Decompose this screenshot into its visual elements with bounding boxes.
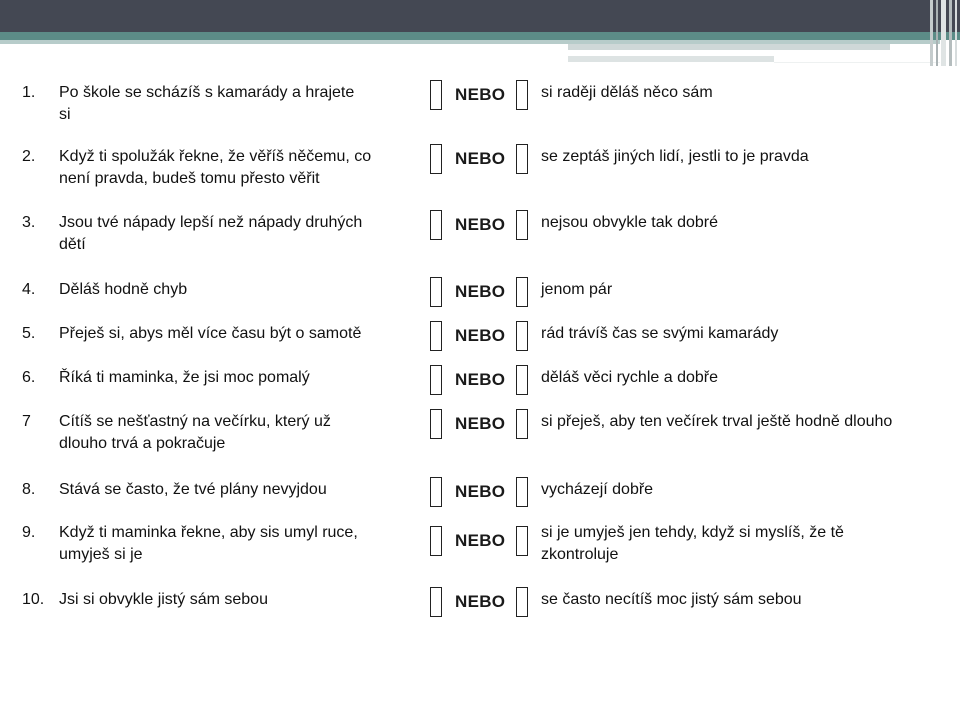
right-checkbox[interactable]	[516, 365, 528, 395]
nebo-label: NEBO	[455, 326, 506, 345]
question-right-option: si raději děláš něco sám	[541, 84, 713, 101]
question-left-option: Stává se často, že tvé plány nevyjdou	[59, 481, 327, 498]
question-number: 2.	[22, 148, 36, 165]
question-number: 7	[22, 413, 31, 430]
left-checkbox[interactable]	[430, 210, 442, 240]
question-left-option: Říká ti maminka, že jsi moc pomalý	[59, 369, 310, 386]
slide-header-line	[568, 44, 890, 50]
question-right-option: děláš věci rychle a dobře	[541, 369, 718, 386]
question-right-option: nejsou obvykle tak dobré	[541, 214, 718, 231]
question-left-option: Po škole se scházíš s kamarády a hrajete si	[59, 84, 355, 123]
right-checkbox[interactable]	[516, 321, 528, 351]
right-checkbox[interactable]	[516, 144, 528, 174]
right-checkbox[interactable]	[516, 526, 528, 556]
slide-header-bar	[0, 0, 960, 32]
nebo-label: NEBO	[455, 531, 506, 550]
question-right-option: jenom pár	[541, 281, 613, 298]
question-number: 10.	[22, 591, 45, 608]
slide-header-accent	[0, 32, 960, 40]
question-right-option: se často necítíš moc jistý sám sebou	[541, 591, 802, 608]
left-checkbox[interactable]	[430, 321, 442, 351]
question-left-option: Když ti spolužák řekne, že věříš něčemu, co není pravda, budeš tomu přesto věřit	[59, 148, 372, 187]
left-checkbox[interactable]	[430, 365, 442, 395]
slide-header-line	[568, 52, 888, 54]
question-left-option: Když ti maminka řekne, aby sis umyl ruce, umyješ si je	[59, 524, 358, 563]
nebo-label: NEBO	[455, 282, 506, 301]
nebo-label: NEBO	[455, 85, 506, 104]
nebo-label: NEBO	[455, 149, 506, 168]
question-right-option: se zeptáš jiných lidí, jestli to je pravda	[541, 148, 809, 165]
right-checkbox[interactable]	[516, 587, 528, 617]
left-checkbox[interactable]	[430, 277, 442, 307]
right-checkbox[interactable]	[516, 409, 528, 439]
question-number: 9.	[22, 524, 36, 541]
nebo-label: NEBO	[455, 592, 506, 611]
left-checkbox[interactable]	[430, 477, 442, 507]
right-checkbox[interactable]	[516, 277, 528, 307]
question-number: 1.	[22, 84, 36, 101]
right-checkbox[interactable]	[516, 477, 528, 507]
slide-header-line	[774, 62, 940, 63]
slide-corner-stripe	[936, 0, 938, 66]
left-checkbox[interactable]	[430, 80, 442, 110]
question-number: 6.	[22, 369, 36, 386]
question-number: 5.	[22, 325, 36, 342]
slide-header-line	[568, 56, 774, 62]
question-left-option: Jsou tvé nápady lepší než nápady druhých dětí	[59, 214, 363, 253]
question-left-option: Jsi si obvykle jistý sám sebou	[59, 591, 268, 608]
nebo-label: NEBO	[455, 215, 506, 234]
question-right-option: si je umyješ jen tehdy, když si myslíš, že tě zkontroluje	[541, 524, 844, 563]
question-left-option: Přeješ si, abys měl více času být o samotě	[59, 325, 362, 342]
question-right-option: rád trávíš čas se svými kamarády	[541, 325, 779, 342]
left-checkbox[interactable]	[430, 526, 442, 556]
question-left-option: Děláš hodně chyb	[59, 281, 188, 298]
slide-corner-stripe	[949, 0, 952, 66]
nebo-label: NEBO	[455, 482, 506, 501]
question-number: 8.	[22, 481, 36, 498]
question-right-option: si přeješ, aby ten večírek trval ještě hodně dlouho	[541, 413, 893, 430]
question-right-option: vycházejí dobře	[541, 481, 654, 498]
left-checkbox[interactable]	[430, 144, 442, 174]
slide-corner-stripe	[941, 0, 946, 66]
slide-corner-stripe	[955, 0, 957, 66]
question-left-option: Cítíš se nešťastný na večírku, který už dlouho trvá a pokračuje	[59, 413, 331, 452]
question-number: 3.	[22, 214, 36, 231]
nebo-label: NEBO	[455, 414, 506, 433]
left-checkbox[interactable]	[430, 409, 442, 439]
right-checkbox[interactable]	[516, 210, 528, 240]
right-checkbox[interactable]	[516, 80, 528, 110]
left-checkbox[interactable]	[430, 587, 442, 617]
nebo-label: NEBO	[455, 370, 506, 389]
question-number: 4.	[22, 281, 36, 298]
slide-corner-stripe	[930, 0, 933, 66]
